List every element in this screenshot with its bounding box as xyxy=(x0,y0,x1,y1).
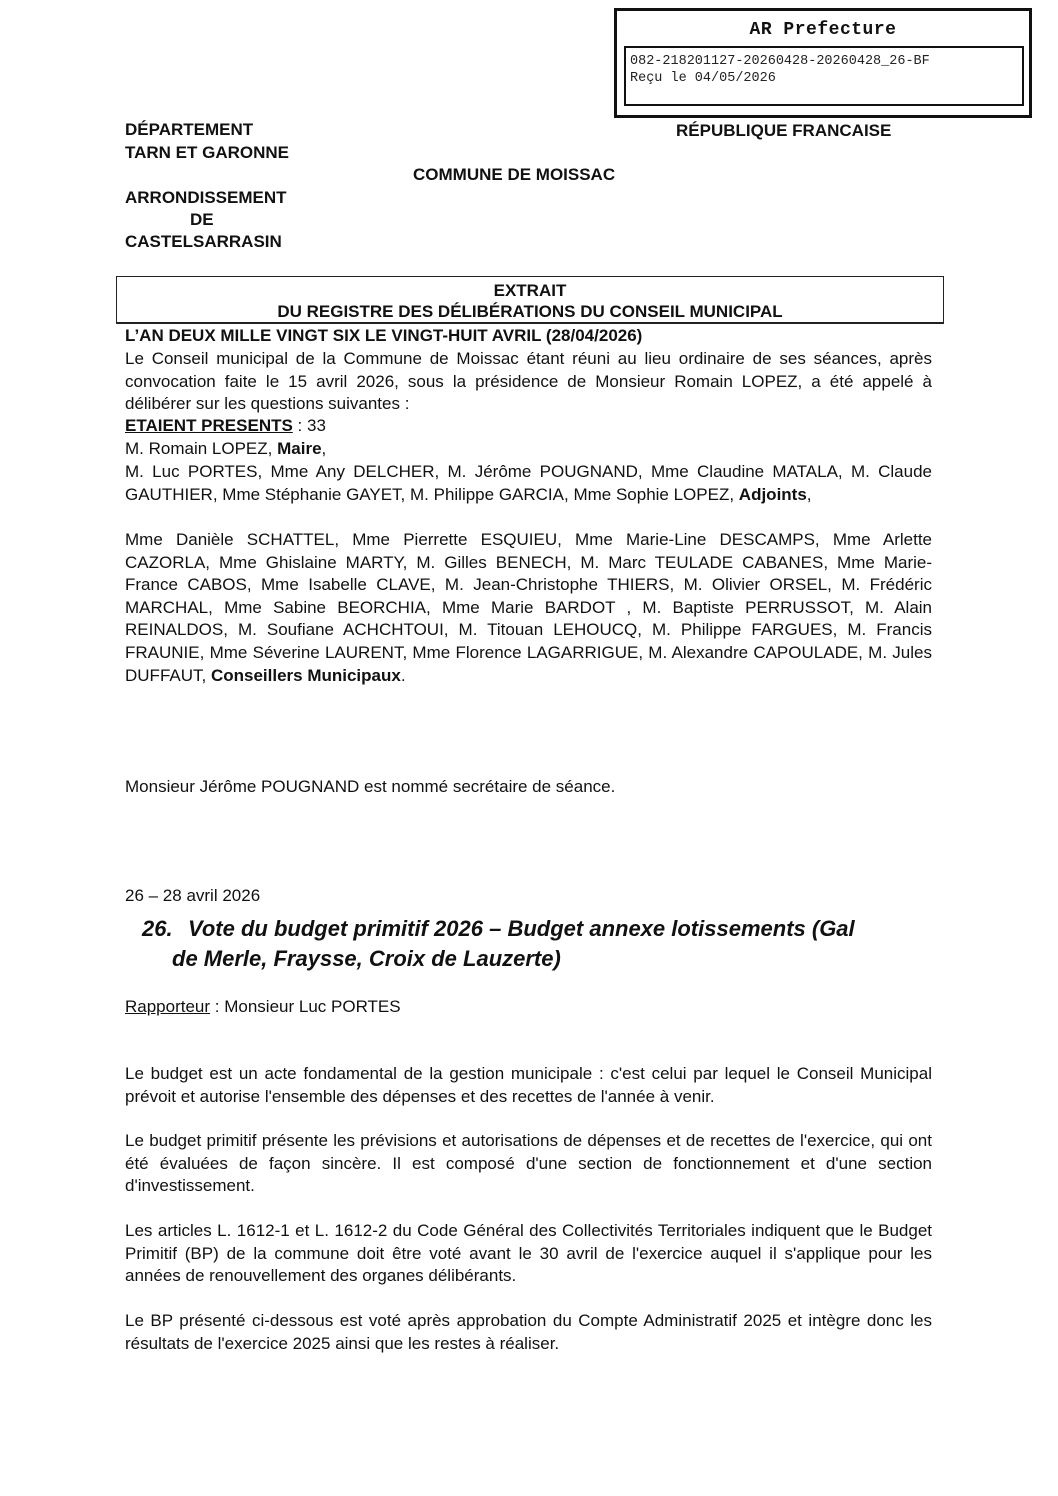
rapporteur-label: Rapporteur xyxy=(125,997,211,1016)
deliberation-ref: 26 – 28 avril 2026 xyxy=(125,886,261,905)
conseillers-names: Mme Danièle SCHATTEL, Mme Pierrette ESQUIEU, Mme Marie-Line DESCAMPS, Mme Arlette CAZORLA, Mme Ghislaine MARTY, M. Gilles BENECH, M. Marc TEULADE CABANES, Mme Marie-France CABOS, Mme Isabelle CLAVE, M. Jean-Christophe THIERS, M. Olivier ORSEL, M. Frédéric MARCHAL, Mme Sabine BEORCHIA, Mme Marie BARDOT , M. Baptiste PERRUSSOT, M. Alain REINALDOS, M. Soufiane ACHCHTOUI, M. Titouan LEHOUCQ, M. Philippe FARGUES, M. Francis FRAUNIE, Mme Séverine LAURENT, Mme Florence LAGARRIGUE, M. Alexandre CAPOULADE, M. Jules DUFFAUT, xyxy=(125,530,932,685)
arrondissement-de: DE xyxy=(190,210,214,229)
conseillers-suffix: . xyxy=(400,665,406,685)
republique-label: RÉPUBLIQUE FRANCAISE xyxy=(676,121,892,140)
departement-label: DÉPARTEMENT xyxy=(125,120,254,139)
deliberation-number: 26. xyxy=(142,916,173,941)
presents-count: : 33 xyxy=(292,416,326,435)
stamp-received-line: Reçu le 04/05/2026 xyxy=(630,71,776,86)
presents-line xyxy=(125,416,326,436)
secretaire-line: Monsieur Jérôme POUGNAND est nommé secrétaire de séance. xyxy=(125,777,616,796)
deliberation-title-line1: Vote du budget primitif 2026 – Budget annexe lotissements (Gal xyxy=(188,916,855,941)
conseillers-paragraph xyxy=(125,529,932,687)
rapporteur-line xyxy=(125,997,401,1017)
paragraph-1: Le budget est un acte fondamental de la gestion municipale : c'est celui par lequel le Conseil Municipal prévoit et autorise l'ensemble des dépenses et des recettes de l'année à venir. xyxy=(125,1064,932,1106)
paragraph-3: Les articles L. 1612-1 et L. 1612-2 du Code Général des Collectivités Territoriales indiquent que le Budget Primitif (BP) de la commune doit être voté avant le 30 avril de l'exercice auquel il s'applique pour les années de renouvellement des organes délibérants. xyxy=(125,1221,932,1286)
maire-name: M. Romain LOPEZ, xyxy=(125,439,278,458)
arrondissement-label: ARRONDISSEMENT xyxy=(125,188,287,207)
extrait-title: EXTRAIT xyxy=(493,281,567,300)
arrondissement-name: CASTELSARRASIN xyxy=(125,232,282,251)
session-intro: Le Conseil municipal de la Commune de Moissac étant réuni au lieu ordinaire de ses séances, après convocation faite le 15 avril 2026, sous la présidence de Monsieur Romain LOPEZ, a été appelé à délibérer sur les questions suivantes : xyxy=(125,349,932,414)
deliberation-title xyxy=(142,914,942,974)
adjoints-suffix: , xyxy=(806,484,812,504)
adjoints-role: Adjoints xyxy=(738,484,807,504)
paragraph-2: Le budget primitif présente les prévisions et autorisations de dépenses et de recettes de l'exercice, qui ont été évaluées de façon sincère. Il est composé d'une section de fonctionnement et d'une section d'investissement. xyxy=(125,1131,932,1196)
maire-line xyxy=(125,439,326,459)
departement-name: TARN ET GARONNE xyxy=(125,143,290,162)
presents-label: ETAIENT PRESENTS xyxy=(125,416,293,435)
deliberation-title-line2: de Merle, Fraysse, Croix de Lauzerte) xyxy=(172,946,561,971)
extrait-subtitle: DU REGISTRE DES DÉLIBÉRATIONS DU CONSEIL MUNICIPAL xyxy=(277,302,783,321)
conseillers-role: Conseillers Municipaux xyxy=(210,665,401,685)
stamp-title: AR Prefecture xyxy=(749,20,897,40)
commune-label: COMMUNE DE MOISSAC xyxy=(413,165,616,184)
maire-role: Maire xyxy=(277,439,322,458)
paragraph-4: Le BP présenté ci-dessous est voté après approbation du Compte Administratif 2025 et intègre donc les résultats de l'exercice 2025 ainsi que les restes à réaliser. xyxy=(125,1311,932,1353)
stamp-id-line: 082-218201127-20260428-20260428_26-BF xyxy=(630,54,930,69)
adjoints-paragraph xyxy=(125,461,932,506)
rapporteur-value: : Monsieur Luc PORTES xyxy=(210,997,401,1016)
session-date: L’AN DEUX MILLE VINGT SIX LE VINGT-HUIT AVRIL (28/04/2026) xyxy=(125,326,643,345)
adjoints-names: M. Luc PORTES, Mme Any DELCHER, M. Jérôme POUGNAND, Mme Claudine MATALA, M. Claude GAUTHIER, Mme Stéphanie GAYET, M. Philippe GARCIA, Mme Sophie LOPEZ, xyxy=(125,462,932,504)
maire-suffix: , xyxy=(321,439,327,458)
